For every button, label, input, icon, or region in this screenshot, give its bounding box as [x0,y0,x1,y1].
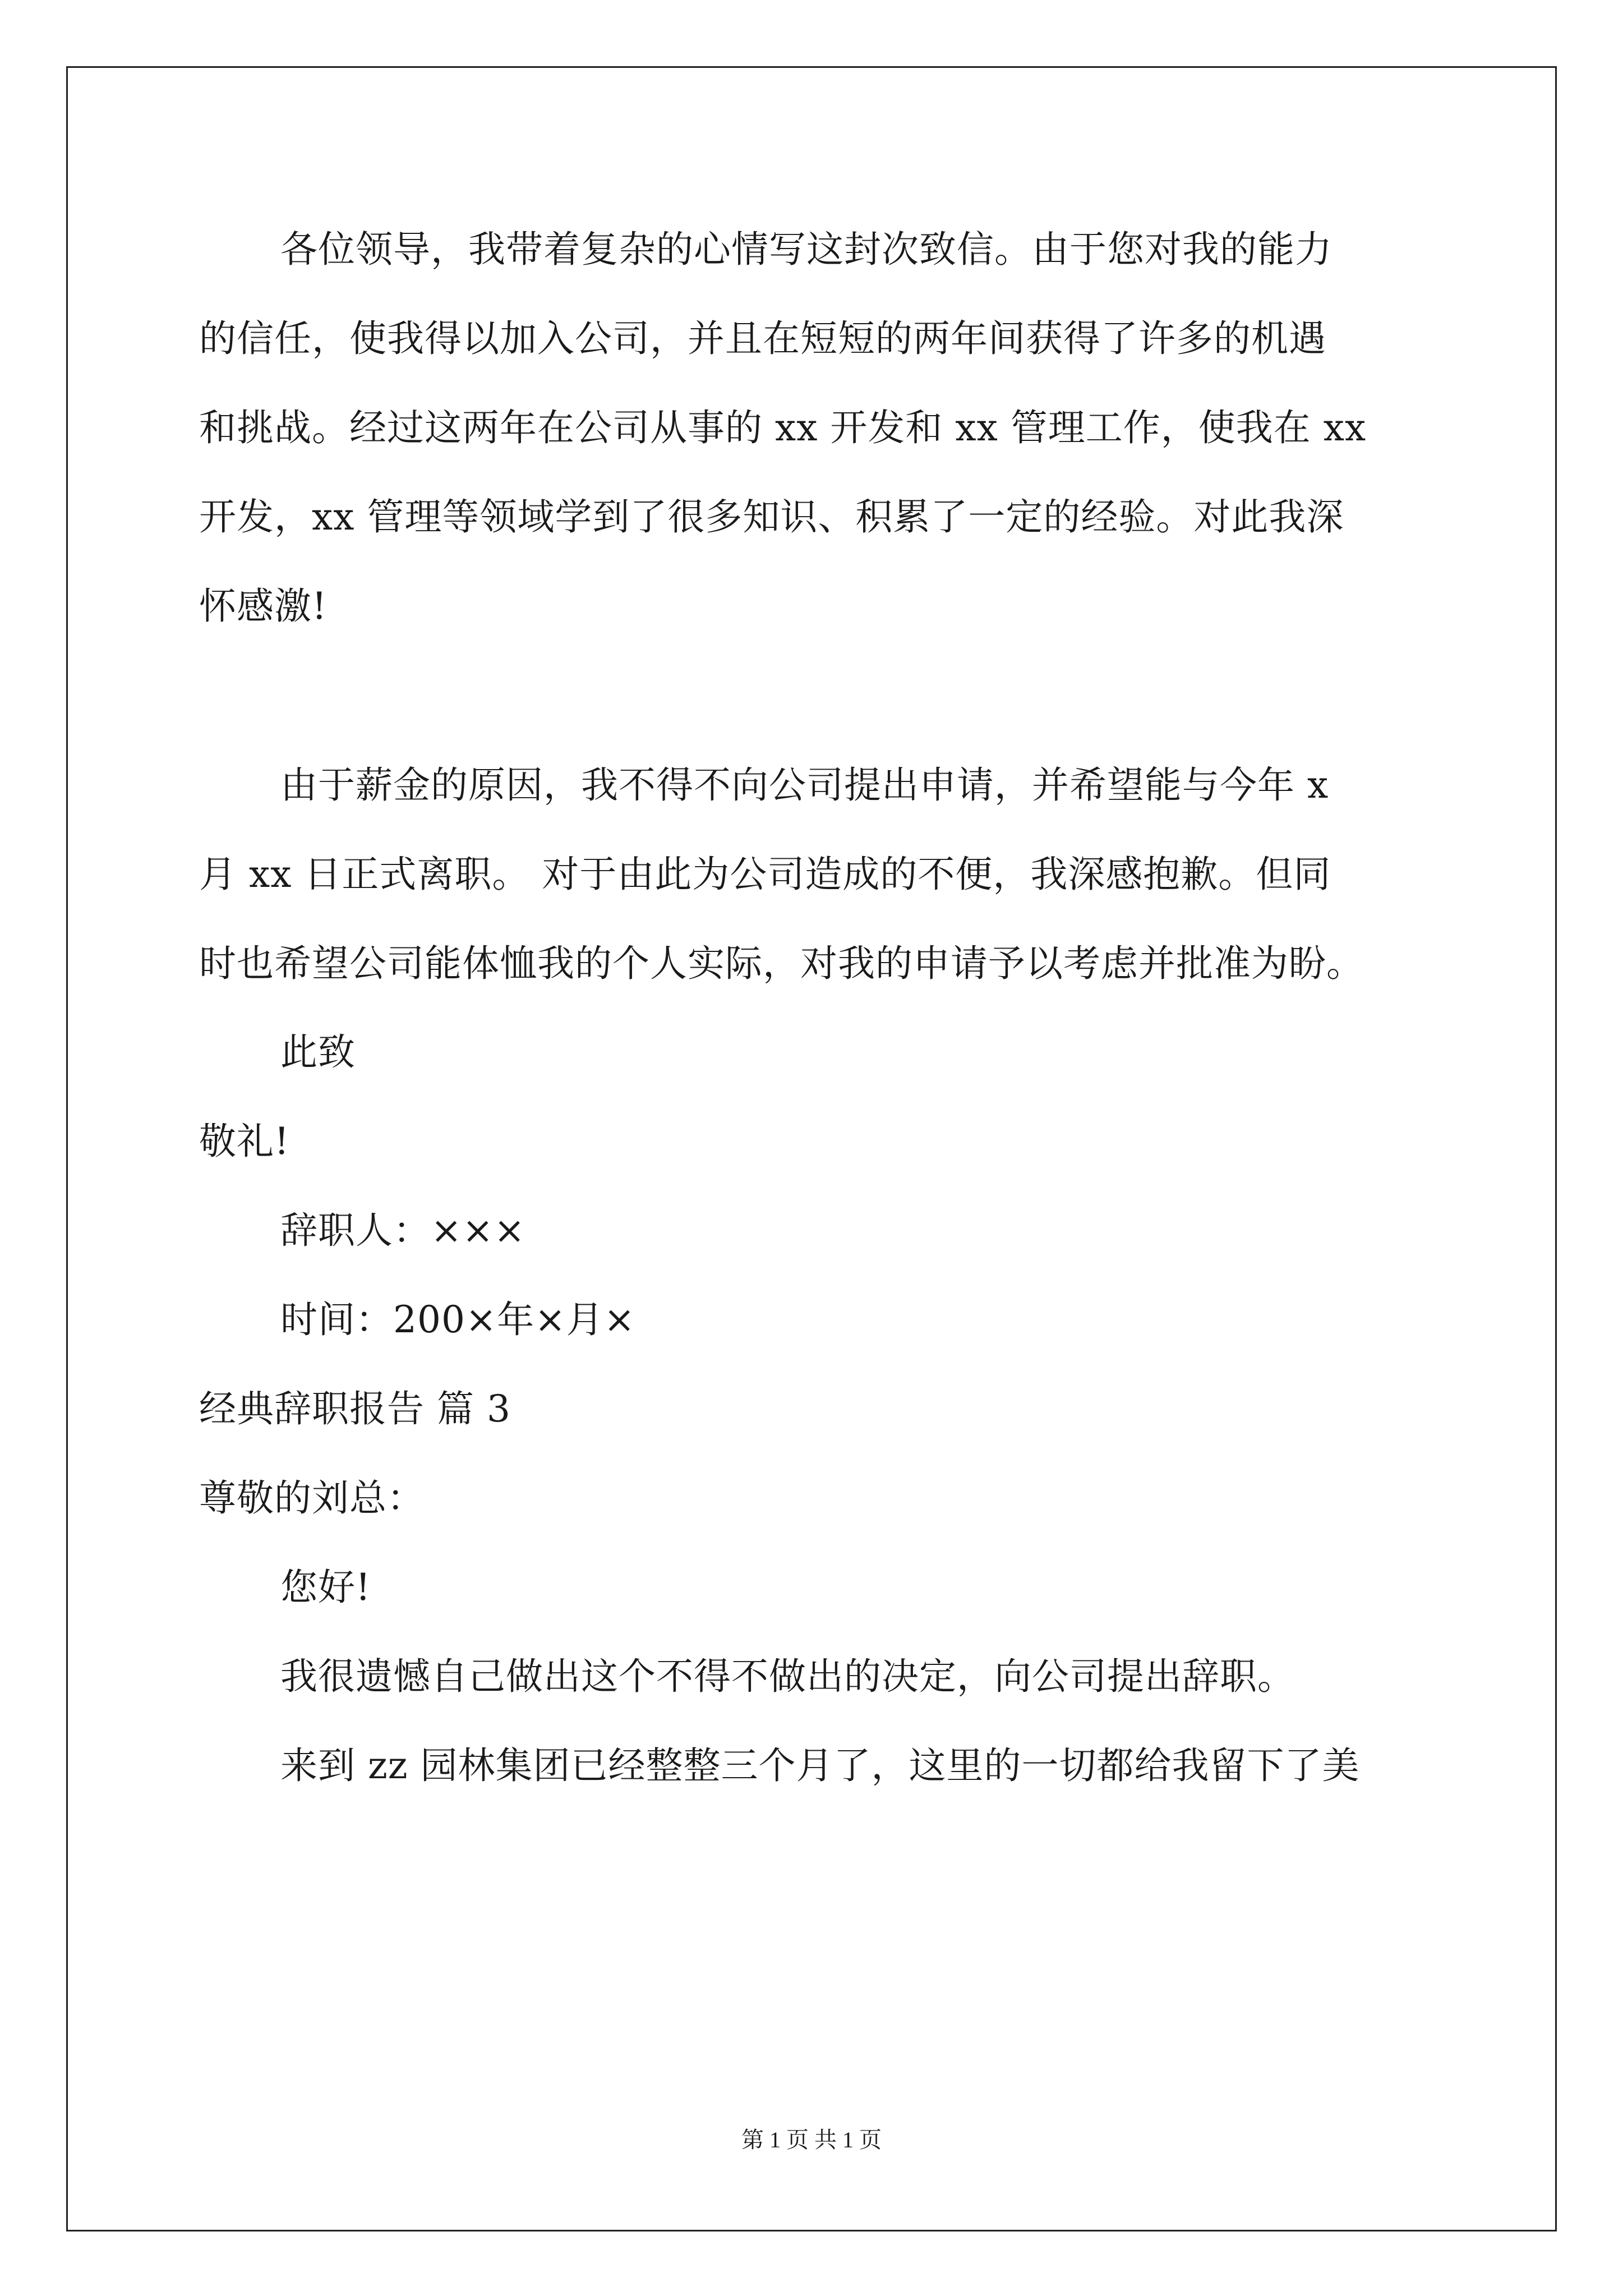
text-line: 由于薪金的原因，我不得不向公司提出申请，并希望能与今年 x [280,763,1329,807]
date-line: 时间：200×年×月× [280,1298,635,1341]
page-footer: 第 1 页 共 1 页 [741,2127,882,2152]
text-line: 时也希望公司能体恤我的个人实际，对我的申请予以考虑并批准为盼。 [199,942,1364,985]
closing-salutation: 此致 [280,1030,356,1074]
text-line: 开发，xx 管理等领域学到了很多知识、积累了一定的经验。对此我深 [199,495,1344,539]
text-line: 的信任，使我得以加入公司，并且在短短的两年间获得了许多的机遇 [199,317,1326,360]
text-line: 各位领导，我带着复杂的心情写这封次致信。由于您对我的能力 [280,228,1332,271]
greeting-line: 尊敬的刘总： [199,1476,425,1520]
section-heading: 经典辞职报告 篇 3 [199,1387,511,1430]
text-line: 怀感激! [199,585,328,628]
resigner-line: 辞职人：××× [280,1209,525,1252]
text-line: 月 xx 日正式离职。 对于由此为公司造成的不便，我深感抱歉。但同 [199,853,1331,896]
text-line: 我很遗憾自己做出这个不得不做出的决定，向公司提出辞职。 [280,1655,1295,1698]
closing-regards: 敬礼! [199,1120,290,1163]
page-border [66,66,1557,2231]
text-line: 和挑战。经过这两年在公司从事的 xx 开发和 xx 管理工作，使我在 xx [199,406,1367,449]
text-line: 来到 zz 园林集团已经整整三个月了，这里的一切都给我留下了美 [280,1744,1360,1787]
greeting-hello: 您好! [280,1566,371,1609]
